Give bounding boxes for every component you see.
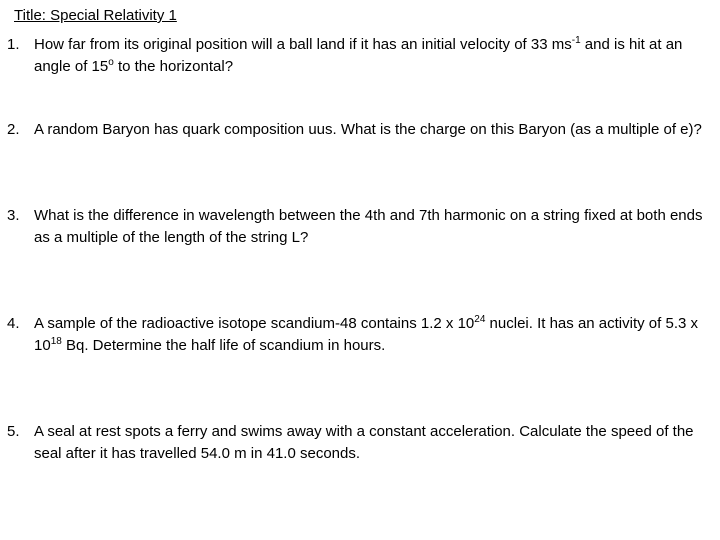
degree-symbol: o: [108, 57, 114, 68]
question-text-part: and is hit at an angle of 15: [34, 36, 683, 75]
question-number: 4.: [7, 315, 20, 332]
question-4: [7, 313, 713, 357]
question-3: [7, 205, 713, 249]
question-number: 1.: [7, 36, 20, 53]
unit-exponent: -1: [571, 35, 581, 46]
question-5: [7, 421, 713, 465]
question-number: 2.: [7, 121, 20, 138]
question-text: A seal at rest spots a ferry and swims away with a constant acceleration. Calculate the speed of the seal after it has travelled 54.0 m in 41.0 seconds.: [34, 423, 694, 462]
question-1: [7, 34, 713, 78]
question-text-part: Bq. Determine the half life of scandium in hours.: [61, 337, 386, 354]
power-exponent: 18: [50, 336, 62, 347]
question-number: 5.: [7, 423, 20, 440]
question-text-part: A sample of the radioactive isotope scandium-48 contains 1.2 x 10: [34, 315, 475, 332]
question-text: [34, 34, 713, 78]
question-number: 3.: [7, 207, 20, 224]
question-text: A random Baryon has quark composition uus. What is the charge on this Baryon (as a multiple of e)?: [34, 121, 702, 138]
question-text-part: to the horizontal?: [113, 58, 234, 75]
question-text-part: nuclei. It has an activity of 5.3 x 10: [34, 315, 698, 354]
question-text-part: How far from its original position will a ball land if it has an initial velocity of 33 ms: [34, 36, 572, 53]
page-title: Title: Special Relativity 1: [14, 7, 177, 24]
question-2: [7, 119, 713, 141]
question-text: [34, 313, 713, 357]
power-exponent: 24: [474, 314, 486, 325]
question-text: What is the difference in wavelength between the 4th and 7th harmonic on a string fixed at both ends as a multiple of the length of the string L?: [34, 207, 703, 246]
